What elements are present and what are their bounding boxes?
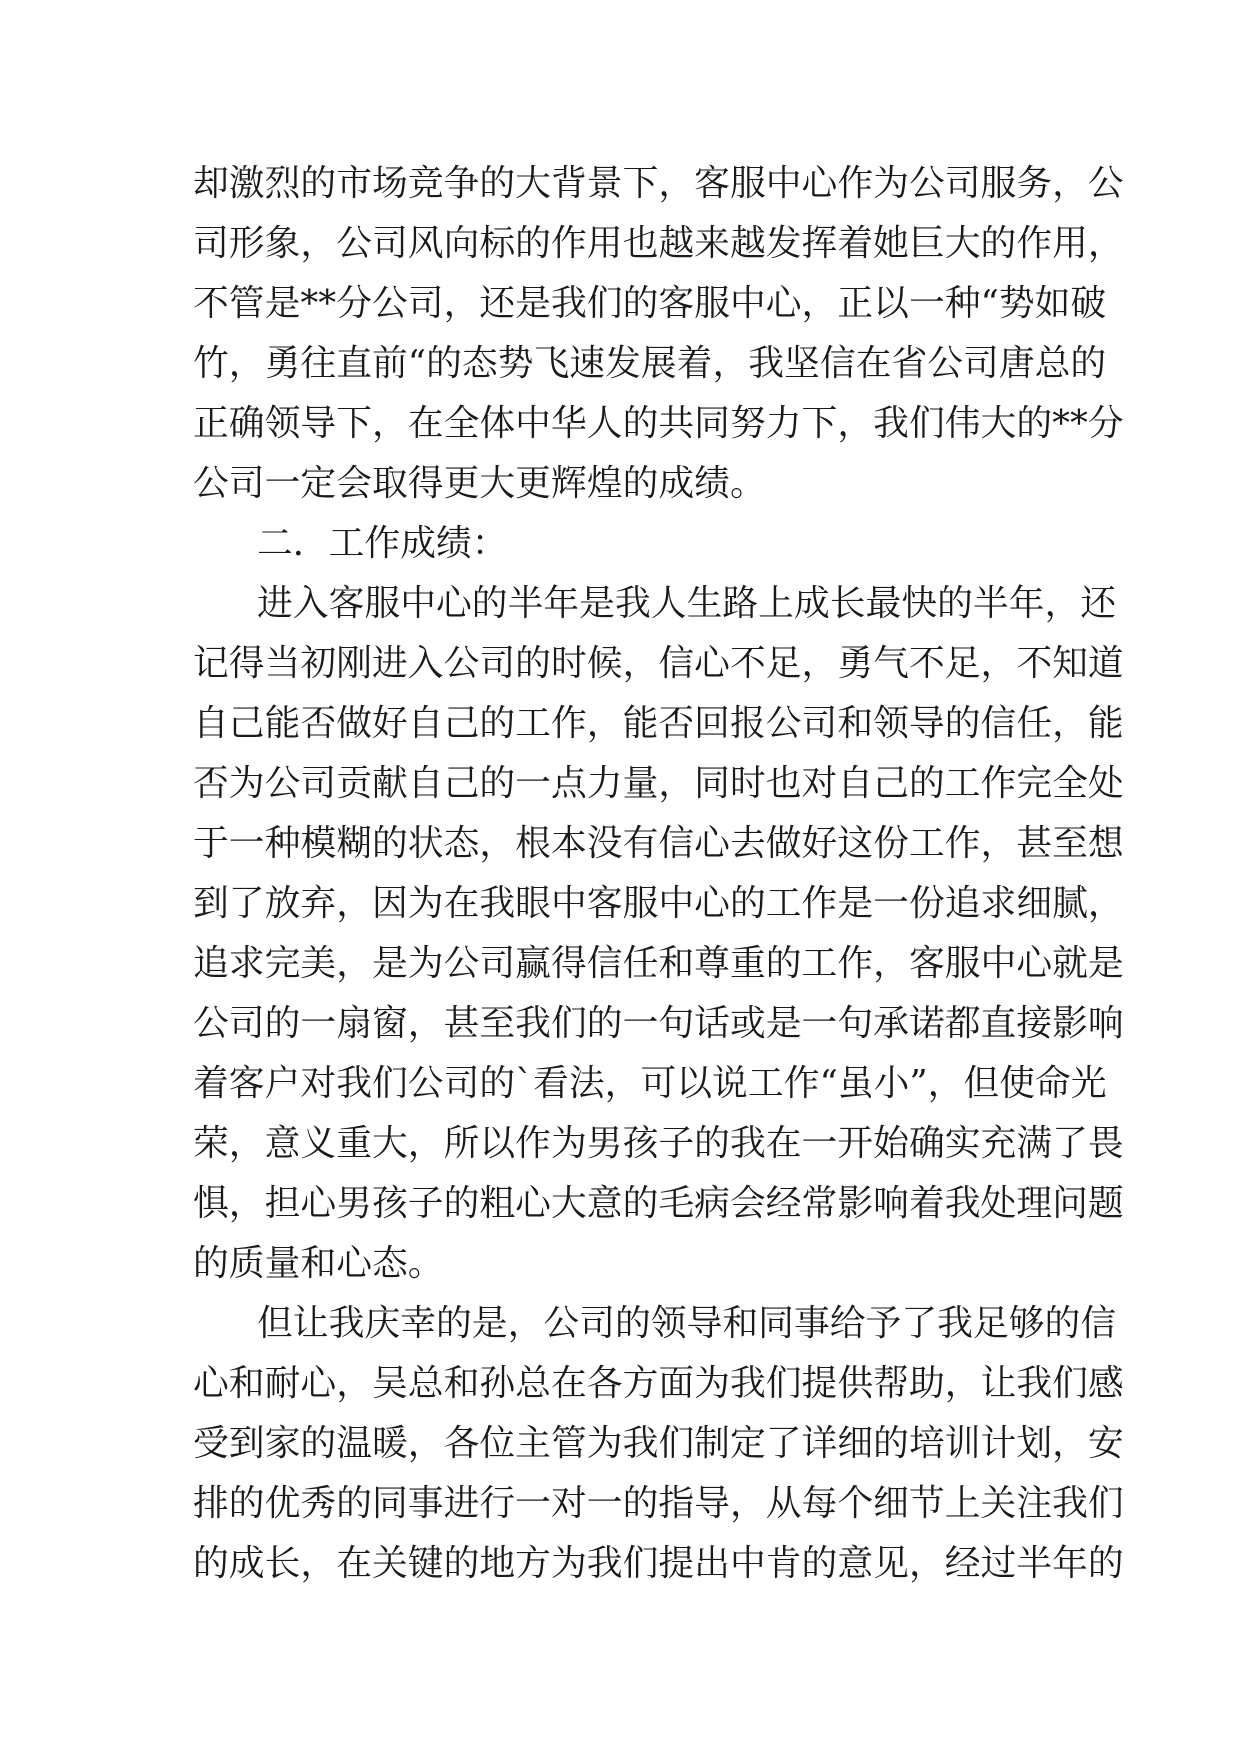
text-line: 否为公司贡献自己的一点力量，同时也对自己的工作完全处 bbox=[193, 763, 1124, 804]
text-line: 排的优秀的同事进行一对一的指导，从每个细节上关注我们 bbox=[193, 1483, 1124, 1524]
text-line: 公司的一扇窗，甚至我们的一句话或是一句承诺都直接影响 bbox=[193, 1003, 1124, 1044]
text-line: 心和耐心，吴总和孙总在各方面为我们提供帮助，让我们感 bbox=[193, 1363, 1124, 1404]
text-line: 受到家的温暖，各位主管为我们制定了详细的培训计划，安 bbox=[193, 1423, 1124, 1464]
paragraph bbox=[193, 1294, 1124, 1594]
text-line: 于一种模糊的状态，根本没有信心去做好这份工作，甚至想 bbox=[193, 823, 1124, 864]
text-line: 到了放弃，因为在我眼中客服中心的工作是一份追求细腻， bbox=[193, 883, 1124, 924]
text-line: 正确领导下，在全体中华人的共同努力下，我们伟大的**分 bbox=[193, 403, 1124, 444]
text-line: 司形象，公司风向标的作用也越来越发挥着她巨大的作用， bbox=[193, 223, 1124, 264]
text-line: 却激烈的市场竞争的大背景下，客服中心作为公司服务，公 bbox=[193, 163, 1124, 204]
section-heading bbox=[193, 514, 1073, 574]
text-line: 追求完美，是为公司赢得信任和尊重的工作，客服中心就是 bbox=[193, 943, 1124, 984]
text-line: 记得当初刚进入公司的时候，信心不足，勇气不足，不知道 bbox=[193, 643, 1124, 684]
text-line: 自己能否做好自己的工作，能否回报公司和领导的信任，能 bbox=[193, 703, 1124, 744]
body-text bbox=[193, 154, 1124, 1594]
heading-line: 二．工作成绩： bbox=[257, 523, 508, 564]
paragraph bbox=[193, 154, 1124, 514]
text-line: 但让我庆幸的是，公司的领导和同事给予了我足够的信 bbox=[257, 1303, 1117, 1344]
paragraph bbox=[193, 574, 1124, 1294]
text-line: 着客户对我们公司的`看法，可以说工作“虽小”，但使命光 bbox=[193, 1063, 1107, 1104]
text-line: 荣，意义重大，所以作为男孩子的我在一开始确实充满了畏 bbox=[193, 1123, 1124, 1164]
text-line: 不管是**分公司，还是我们的客服中心，正以一种“势如破 bbox=[193, 283, 1107, 324]
text-line: 公司一定会取得更大更辉煌的成绩。 bbox=[193, 463, 766, 504]
text-line: 进入客服中心的半年是我人生路上成长最快的半年，还 bbox=[257, 583, 1117, 624]
text-line: 竹，勇往直前“的态势飞速发展着，我坚信在省公司唐总的 bbox=[193, 343, 1107, 384]
text-line: 的质量和心态。 bbox=[193, 1243, 444, 1284]
text-line: 惧，担心男孩子的粗心大意的毛病会经常影响着我处理问题 bbox=[193, 1183, 1124, 1224]
text-line: 的成长，在关键的地方为我们提出中肯的意见，经过半年的 bbox=[193, 1543, 1124, 1584]
